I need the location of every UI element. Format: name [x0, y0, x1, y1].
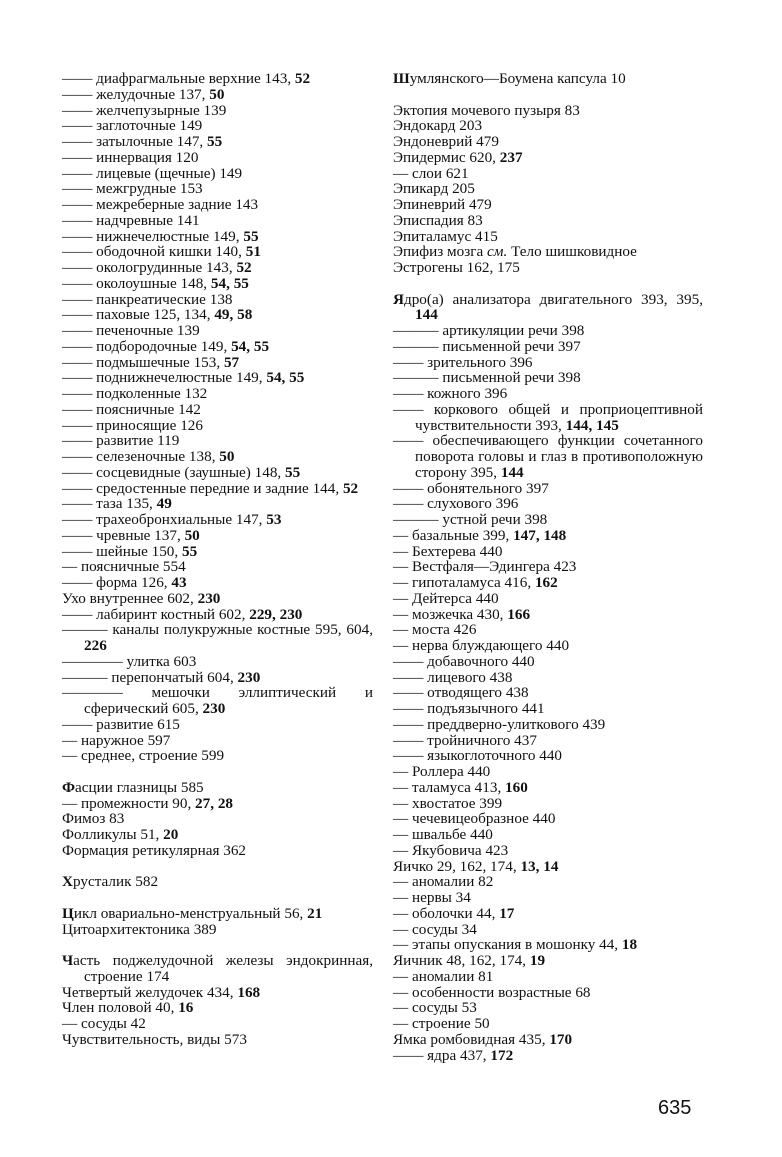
section-initial: Ш	[393, 70, 410, 87]
entry-text: —— желчепузырные 139	[62, 101, 227, 119]
figure-reference: 166	[507, 605, 531, 623]
index-entry	[393, 859, 703, 875]
entry-text: —— иннервация 120	[62, 148, 199, 166]
index-entry	[393, 937, 703, 953]
index-entry	[393, 71, 703, 87]
index-entry	[62, 906, 373, 922]
entry-text: ——— перепончатый 604,	[62, 668, 238, 686]
index-entry	[62, 591, 373, 607]
index-entry	[393, 260, 703, 276]
entry-text: Эпиневрий 479	[393, 196, 492, 213]
index-entry	[62, 528, 373, 544]
figure-reference: 230	[202, 700, 226, 717]
index-entry	[62, 402, 373, 418]
index-entry	[393, 843, 703, 859]
figure-reference: 54, 55	[266, 369, 305, 387]
entry-text: — хвостатое 399	[393, 794, 503, 812]
entry-text: — базальные 399,	[393, 526, 514, 544]
entry-text: Цитоархитектоника 389	[62, 920, 217, 938]
section-gap	[62, 937, 373, 953]
entry-text: — сосуды 34	[393, 920, 477, 938]
figure-reference: 237	[499, 148, 523, 166]
index-entry	[62, 1032, 373, 1048]
entry-text: —— ободочной кишки 140,	[62, 243, 246, 261]
entry-text: Четвертый желудочек 434,	[62, 983, 238, 1001]
index-entry	[62, 796, 373, 812]
entry-text: —— сосцевидные (заушные) 148,	[62, 463, 286, 481]
index-entry	[62, 607, 373, 623]
figure-reference: 16	[178, 999, 194, 1017]
entry-text: —— ядра 437,	[393, 1046, 491, 1064]
figure-reference: 172	[490, 1046, 514, 1064]
entry-text: —— подъязычного 441	[393, 700, 545, 717]
index-entry	[393, 166, 703, 182]
index-entry	[62, 118, 373, 134]
index-entry	[393, 103, 703, 119]
entry-text: —— обонятельного 397	[393, 479, 549, 497]
index-entry	[393, 386, 703, 402]
index-entry	[393, 213, 703, 229]
figure-reference: 27, 28	[195, 794, 234, 812]
entry-text: —— приносящие 126	[62, 416, 203, 434]
index-entry	[62, 260, 373, 276]
entry-text: — наружное 597	[62, 731, 171, 749]
entry-text: —— затылочные 147,	[62, 133, 208, 150]
entry-text: —— окологрудинные 143,	[62, 259, 237, 276]
entry-text: —— межгрудные 153	[62, 180, 203, 198]
index-entry	[393, 229, 703, 245]
entry-text: —— селезеночные 138,	[62, 448, 220, 465]
entry-text: икл овариально-менструальный 56,	[73, 904, 308, 922]
entry-text: Яичко 29, 162, 174,	[393, 857, 521, 875]
figure-reference: 18	[621, 936, 638, 954]
entry-text: ——— устной речи 398	[393, 511, 548, 528]
entry-text: Эпикард 205	[393, 180, 475, 198]
entry-text: — аномалии 81	[393, 967, 494, 985]
entry-text: Эпиталамус 415	[393, 227, 498, 245]
entry-text: Яичник 48, 162, 174,	[393, 952, 530, 969]
entry-text: —— нижнечелюстные 149,	[62, 227, 244, 245]
entry-text: —— форма 126,	[62, 574, 172, 591]
entry-text: —— диафрагмальные верхние 143,	[62, 70, 295, 87]
index-entry	[393, 670, 703, 686]
index-entry	[393, 134, 703, 150]
entry-text: —— шейные 150,	[62, 542, 182, 560]
entry-text: —— трахеобронхиальные 147,	[62, 511, 267, 528]
entry-text: —— чревные 137,	[62, 526, 185, 544]
entry-text: дро(а) анализатора двигательного 393, 395,	[403, 290, 703, 308]
index-entry	[62, 748, 373, 764]
index-entry	[393, 701, 703, 717]
index-entry	[393, 733, 703, 749]
entry-text: —— зрительного 396	[393, 353, 533, 371]
entry-text: Эпифиз мозга	[393, 243, 488, 261]
index-entry	[62, 685, 373, 717]
index-entry	[393, 622, 703, 638]
entry-text: — промежности 90,	[62, 794, 196, 812]
index-entry	[393, 433, 703, 480]
entry-text: — сосуды 53	[393, 999, 477, 1017]
index-entry	[62, 433, 373, 449]
entry-text: —— лицевого 438	[393, 668, 513, 686]
index-entry	[62, 181, 373, 197]
entry-text: — швальбе 440	[393, 826, 493, 843]
index-entry	[62, 323, 373, 339]
entry-text: —— кожного 396	[393, 385, 508, 402]
index-entry	[393, 780, 703, 796]
index-entry	[393, 1048, 703, 1064]
entry-text: — поясничные 554	[62, 558, 186, 576]
index-entry	[393, 496, 703, 512]
index-entry	[393, 402, 703, 434]
index-entry	[62, 370, 373, 386]
entry-text: —— средостенные передние и задние 144,	[62, 479, 343, 497]
figure-reference: 50	[209, 85, 225, 103]
index-entry	[393, 575, 703, 591]
index-entry	[62, 244, 373, 260]
index-entry	[62, 1016, 373, 1032]
entry-text: Эстрогены 162, 175	[393, 259, 520, 276]
section-gap	[393, 276, 703, 292]
index-entry	[62, 339, 373, 355]
index-entry	[62, 465, 373, 481]
index-entry	[62, 733, 373, 749]
entry-text: — Вестфаля—Эдингера 423	[393, 558, 577, 576]
entry-text: — среднее, строение 599	[62, 747, 225, 765]
index-entry	[393, 969, 703, 985]
section-gap	[62, 859, 373, 875]
figure-reference: 147, 148	[513, 526, 567, 544]
entry-text: Формация ретикулярная 362	[62, 841, 247, 859]
index-entry	[393, 654, 703, 670]
index-entry	[393, 544, 703, 560]
index-entry	[62, 654, 373, 670]
index-entry	[393, 796, 703, 812]
entry-text: умлянского—Боумена капсула 10	[409, 70, 626, 87]
entry-text: ———— мешочки эллиптический и сферический 605,	[62, 684, 373, 717]
entry-text: —— межреберные задние 143	[62, 196, 259, 213]
figure-reference: 53	[266, 511, 282, 528]
index-entry	[393, 323, 703, 339]
entry-text: —— коркового общей и проприоцептивной чувствительности 393,	[393, 400, 703, 434]
figure-reference: 20	[163, 826, 179, 843]
index-entry	[62, 229, 373, 245]
index-entry	[62, 87, 373, 103]
index-entry	[393, 1016, 703, 1032]
section-gap	[393, 87, 703, 103]
entry-text: Ямка ромбовидная 435,	[393, 1030, 550, 1048]
figure-reference: 162	[534, 574, 558, 591]
index-entry	[62, 355, 373, 371]
section-gap	[62, 764, 373, 780]
entry-text: — аномалии 82	[393, 873, 494, 891]
entry-text: ——— письменной речи 397	[393, 337, 581, 355]
index-entry	[393, 607, 703, 623]
index-entry	[62, 276, 373, 292]
entry-text: —— развитие 119	[62, 432, 180, 450]
entry-text: — Якубовича 423	[393, 841, 509, 859]
index-entry	[393, 764, 703, 780]
entry-text: Ухо внутреннее 602,	[62, 589, 198, 607]
index-entry	[393, 150, 703, 166]
index-entry	[393, 528, 703, 544]
figure-reference: 54, 55	[210, 274, 249, 292]
entry-text: — оболочки 44,	[393, 904, 500, 922]
index-entry	[62, 559, 373, 575]
index-entry	[62, 197, 373, 213]
entry-text: Эктопия мочевого пузыря 83	[393, 101, 580, 119]
index-entry	[393, 481, 703, 497]
index-entry	[62, 481, 373, 497]
figure-reference: 43	[171, 574, 187, 591]
figure-reference: 229, 230	[249, 605, 303, 623]
entry-text: асть поджелудочной железы эндокринная, строение 174	[73, 952, 373, 985]
entry-text: —— заглоточные 149	[62, 117, 203, 135]
entry-text: —— поднижнечелюстные 149,	[62, 369, 267, 387]
index-entry	[393, 244, 703, 260]
entry-text: —— добавочного 440	[393, 652, 535, 670]
entry-text: —— отводящего 438	[393, 684, 529, 702]
figure-reference: 19	[529, 952, 546, 969]
cross-reference-marker: см.	[487, 243, 508, 261]
index-entry	[393, 181, 703, 197]
index-entry	[393, 827, 703, 843]
entry-text: Эпидермис 620,	[393, 148, 500, 166]
index-column-left	[62, 71, 373, 1048]
index-entry	[62, 449, 373, 465]
entry-text: —— надчревные 141	[62, 211, 200, 229]
index-entry	[393, 591, 703, 607]
index-entry	[393, 1032, 703, 1048]
index-entry	[393, 922, 703, 938]
index-entry	[62, 496, 373, 512]
entry-text: — моста 426	[393, 621, 477, 639]
figure-reference: 21	[307, 904, 323, 922]
entry-text: —— тройничного 437	[393, 731, 537, 749]
entry-text: — сосуды 42	[62, 1015, 146, 1032]
figure-reference: 49, 58	[214, 306, 253, 324]
index-entry	[393, 906, 703, 922]
entry-text: ——— письменной речи 398	[393, 369, 581, 387]
entry-text: Эндоневрий 479	[393, 133, 499, 150]
index-entry	[393, 890, 703, 906]
section-initial: Я	[393, 290, 404, 308]
entry-text: —— обеспечивающего функции сочетанного поворота головы и глаз в противоположную сторону 395,	[393, 432, 703, 481]
figure-reference: 170	[549, 1030, 573, 1048]
figure-reference: 144	[500, 463, 524, 481]
index-entry	[62, 717, 373, 733]
entry-text: — Роллера 440	[393, 763, 491, 780]
figure-reference: 51	[245, 243, 261, 261]
figure-reference: 49	[156, 495, 172, 513]
entry-text: —— подбородочные 149,	[62, 337, 232, 355]
index-entry	[62, 985, 373, 1001]
figure-reference: 144	[415, 306, 438, 324]
figure-reference: 17	[499, 904, 515, 922]
index-entry	[62, 71, 373, 87]
figure-reference: 55	[181, 542, 198, 560]
index-entry	[393, 1000, 703, 1016]
index-entry	[62, 307, 373, 323]
entry-text: —— паховые 125, 134,	[62, 306, 215, 324]
index-entry	[393, 197, 703, 213]
index-entry	[393, 370, 703, 386]
index-entry	[393, 874, 703, 890]
entry-text: —— желудочные 137,	[62, 85, 210, 103]
index-entry	[393, 985, 703, 1001]
entry-text: русталик 582	[72, 873, 159, 891]
index-entry	[62, 418, 373, 434]
entry-text: — таламуса 413,	[393, 778, 506, 796]
entry-text: —— слухового 396	[393, 495, 519, 513]
index-entry	[393, 559, 703, 575]
index-entry	[62, 827, 373, 843]
index-entry	[62, 213, 373, 229]
index-entry	[62, 780, 373, 796]
index-entry	[393, 811, 703, 827]
index-entry	[62, 166, 373, 182]
index-entry	[393, 685, 703, 701]
index-entry	[62, 103, 373, 119]
entry-text: —— лабиринт костный 602,	[62, 605, 250, 623]
figure-reference: 168	[237, 983, 261, 1001]
entry-text: — особенности возрастные 68	[393, 983, 591, 1001]
index-entry	[62, 544, 373, 560]
index-entry	[393, 355, 703, 371]
entry-text: — гипоталамуса 416,	[393, 574, 535, 591]
index-entry	[393, 512, 703, 528]
entry-text: Член половой 40,	[62, 999, 179, 1017]
entry-text: — этапы опускания в мошонку 44,	[393, 936, 622, 954]
figure-reference: 50	[184, 526, 200, 544]
figure-reference: 230	[197, 589, 221, 607]
entry-text: Чувствительность, виды 573	[62, 1030, 247, 1048]
entry-text: Фолликулы 51,	[62, 826, 164, 843]
entry-text: —— языкоглоточного 440	[393, 747, 563, 765]
entry-text: — Бехтерева 440	[393, 542, 503, 560]
entry-text: —— подмышечные 153,	[62, 353, 224, 371]
index-entry	[62, 134, 373, 150]
entry-text: —— панкреатические 138	[62, 290, 233, 308]
index-entry	[393, 118, 703, 134]
index-entry	[393, 717, 703, 733]
entry-text: —— таза 135,	[62, 495, 157, 513]
cross-reference-target: Тело шишковидное	[507, 243, 637, 261]
entry-text: —— печеночные 139	[62, 322, 200, 339]
figure-reference: 160	[505, 778, 528, 796]
entry-text: ———— улитка 603	[62, 652, 197, 670]
figure-reference: 52	[236, 259, 252, 276]
figure-reference: 50	[219, 448, 235, 465]
figure-reference: 52	[294, 70, 311, 87]
entry-text: Эндокард 203	[393, 117, 483, 135]
figure-reference: 55	[285, 463, 301, 481]
index-entry	[62, 622, 373, 654]
entry-text: —— околоушные 148,	[62, 274, 211, 292]
index-entry	[62, 922, 373, 938]
entry-text: — слои 621	[393, 164, 469, 182]
entry-text: — нерва блуждающего 440	[393, 637, 570, 654]
entry-text: — чечевицеобразное 440	[393, 810, 556, 828]
index-entry	[62, 386, 373, 402]
index-entry	[393, 748, 703, 764]
figure-reference: 226	[84, 637, 107, 654]
figure-reference: 13, 14	[520, 857, 559, 875]
entry-text: Фимоз 83	[62, 810, 125, 828]
entry-text: —— подколенные 132	[62, 385, 208, 402]
entry-text: — Дейтерса 440	[393, 589, 499, 607]
index-entry	[62, 874, 373, 890]
index-entry	[393, 292, 703, 324]
section-initial: Ц	[62, 904, 74, 922]
entry-text: — нервы 34	[393, 889, 471, 906]
section-initial: Ч	[62, 952, 74, 969]
index-entry	[62, 292, 373, 308]
entry-text: —— лицевые (щечные) 149	[62, 164, 243, 182]
section-gap	[62, 890, 373, 906]
index-entry	[62, 953, 373, 985]
section-initial: Х	[62, 873, 73, 891]
index-entry	[393, 638, 703, 654]
figure-reference: 54, 55	[231, 337, 270, 355]
figure-reference: 144, 145	[565, 416, 619, 434]
index-entry	[62, 843, 373, 859]
entry-text: — мозжечка 430,	[393, 605, 508, 623]
entry-text: асции глазницы 585	[75, 778, 204, 796]
entry-text: ——— артикуляции речи 398	[393, 322, 585, 339]
figure-reference: 55	[243, 227, 259, 245]
entry-text: —— поясничные 142	[62, 400, 201, 418]
entry-text: —— развитие 615	[62, 715, 180, 733]
figure-reference: 230	[237, 668, 261, 686]
index-entry	[62, 150, 373, 166]
figure-reference: 55	[207, 133, 223, 150]
entry-text: Эписпадия 83	[393, 211, 483, 229]
index-entry	[393, 953, 703, 969]
index-column-right	[393, 71, 703, 1063]
figure-reference: 52	[342, 479, 359, 497]
entry-text: —— преддверно-улиткового 439	[393, 715, 606, 733]
entry-text: — строение 50	[393, 1015, 490, 1032]
index-entry	[62, 575, 373, 591]
index-entry	[62, 1000, 373, 1016]
entry-text: ——— каналы полукружные костные 595, 604,	[62, 621, 373, 639]
page-number: 635	[658, 1097, 692, 1119]
index-entry	[62, 811, 373, 827]
index-entry	[62, 512, 373, 528]
section-initial: Ф	[62, 778, 76, 796]
index-entry	[393, 339, 703, 355]
figure-reference: 57	[223, 353, 240, 371]
index-entry	[62, 670, 373, 686]
